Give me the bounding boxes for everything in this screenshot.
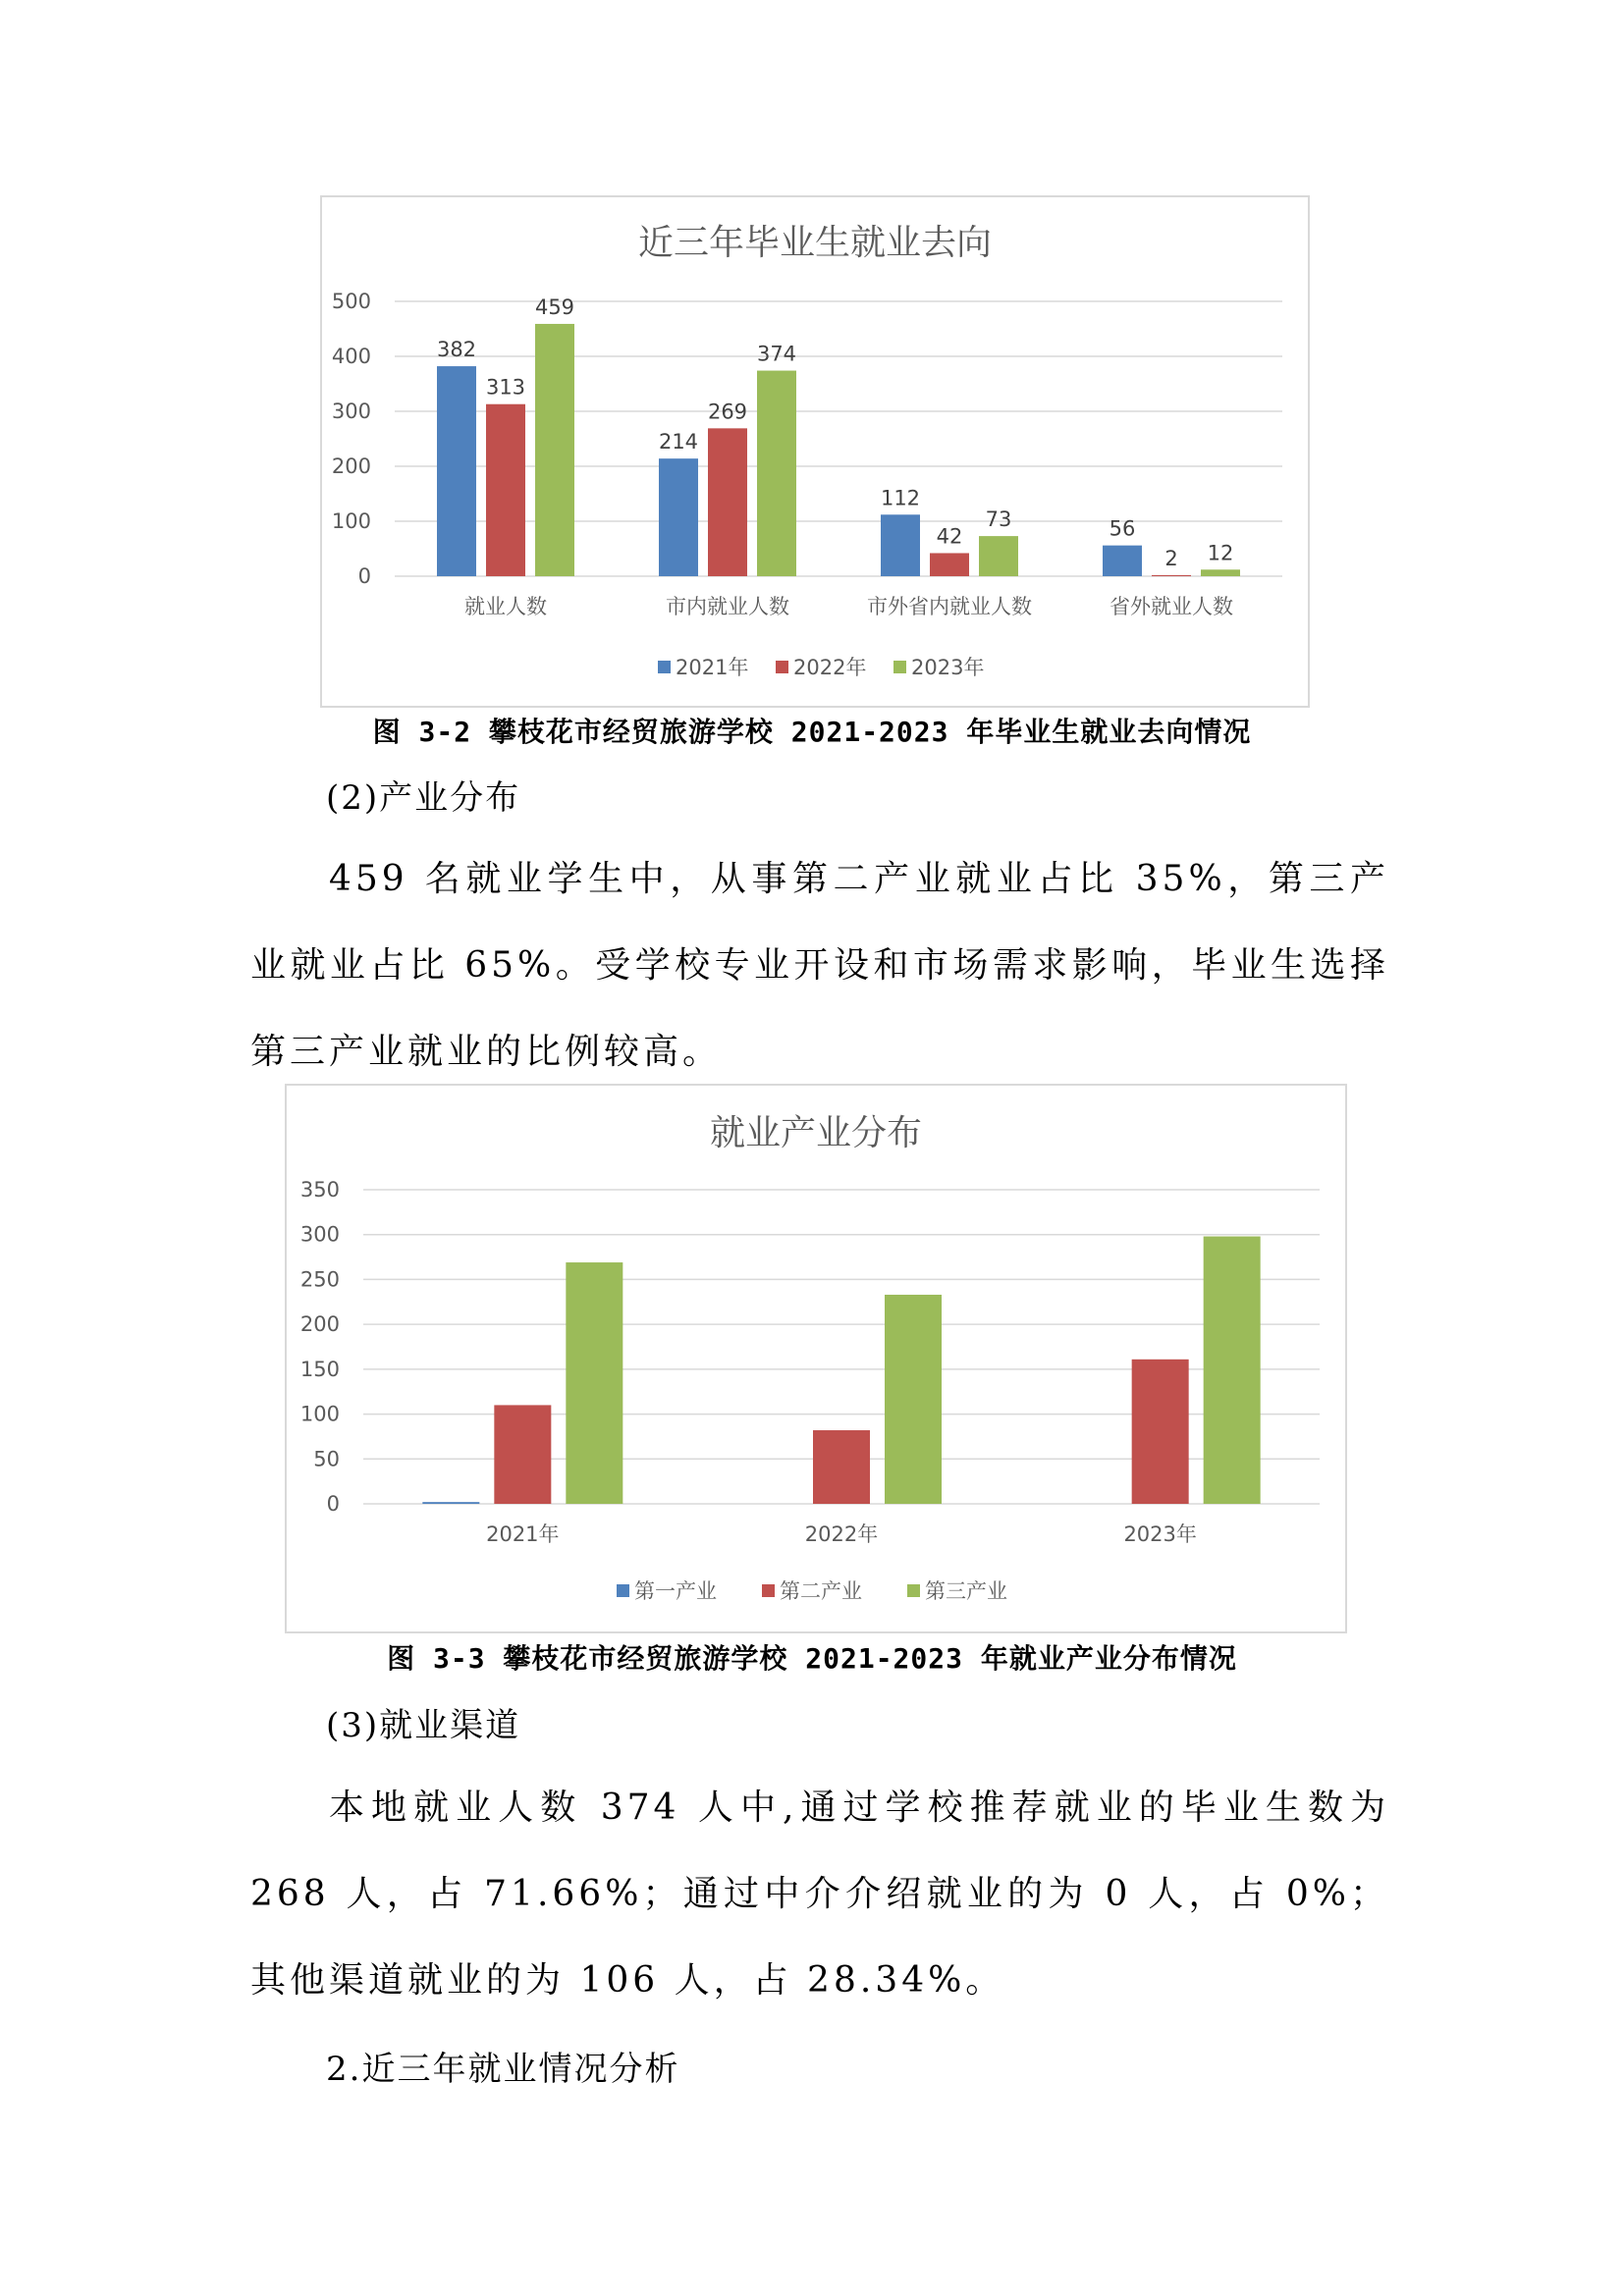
bar bbox=[1152, 575, 1191, 576]
bar bbox=[930, 553, 969, 576]
bar bbox=[885, 1295, 942, 1504]
legend-swatch bbox=[658, 661, 671, 673]
industry-paragraph: 459 名就业学生中，从事第二产业就业占比 35%，第三产业就业占比 65%。受学校专业开设和市场需求影响，毕业生选择第三产业就业的比例较高。 bbox=[250, 859, 1389, 1072]
employment-destination-chart bbox=[320, 195, 1310, 708]
bar bbox=[881, 514, 920, 576]
legend-swatch bbox=[907, 1584, 920, 1597]
bar bbox=[437, 366, 476, 576]
data-label: 2 bbox=[1164, 546, 1178, 570]
industry-distribution-chart bbox=[285, 1084, 1347, 1633]
y-tick-label: 0 bbox=[326, 1492, 340, 1516]
x-tick-label: 市内就业人数 bbox=[666, 595, 789, 618]
data-label: 459 bbox=[534, 294, 575, 319]
legend-label: 2021年 bbox=[676, 656, 749, 679]
section-heading-industry: (2)产业分布 bbox=[326, 778, 521, 818]
bar bbox=[494, 1405, 551, 1504]
bar bbox=[566, 1262, 623, 1504]
legend-swatch bbox=[617, 1584, 629, 1597]
y-tick-label: 200 bbox=[299, 1312, 340, 1337]
channel-paragraph: 本地就业人数 374 人中,通过学校推荐就业的毕业生数为 268 人，占 71.66%；通过中介介绍就业的为 0 人，占 0%；其他渠道就业的为 106 人，占 28.34%。 bbox=[250, 1788, 1389, 2001]
legend-label: 第一产业 bbox=[634, 1579, 717, 1603]
bar bbox=[1103, 546, 1142, 576]
data-label: 313 bbox=[485, 375, 526, 400]
data-label: 42 bbox=[936, 524, 963, 549]
legend-swatch bbox=[893, 661, 906, 673]
legend-label: 2023年 bbox=[911, 656, 985, 679]
y-tick-label: 300 bbox=[299, 1222, 340, 1247]
chart-title: 就业产业分布 bbox=[709, 1113, 923, 1153]
bar bbox=[422, 1502, 479, 1504]
y-tick-label: 0 bbox=[357, 564, 371, 588]
x-tick-label: 省外就业人数 bbox=[1110, 595, 1233, 618]
data-label: 214 bbox=[658, 430, 699, 454]
y-tick-label: 400 bbox=[331, 345, 371, 368]
bar bbox=[1132, 1360, 1189, 1504]
section-heading-analysis: 2.近三年就业情况分析 bbox=[326, 2050, 680, 2089]
legend-label: 2022年 bbox=[793, 656, 867, 679]
legend-label: 第三产业 bbox=[925, 1579, 1007, 1603]
bar bbox=[1204, 1237, 1261, 1504]
y-tick-label: 350 bbox=[299, 1178, 340, 1201]
bar bbox=[486, 404, 525, 576]
bar bbox=[535, 324, 574, 576]
legend-label: 第二产业 bbox=[780, 1579, 862, 1603]
y-tick-label: 300 bbox=[331, 400, 371, 423]
bar bbox=[757, 371, 796, 576]
data-label: 12 bbox=[1207, 541, 1234, 565]
legend-swatch bbox=[762, 1584, 775, 1597]
y-tick-label: 500 bbox=[331, 290, 371, 313]
chart-title: 近三年毕业生就业去向 bbox=[637, 223, 993, 263]
bar bbox=[813, 1430, 870, 1504]
data-label: 382 bbox=[436, 338, 477, 362]
y-tick-label: 100 bbox=[299, 1402, 340, 1426]
y-tick-label: 100 bbox=[331, 509, 371, 533]
employment-destination-chart-svg bbox=[322, 197, 1308, 706]
figure-caption-3-2: 图 3-2 攀枝花市经贸旅游学校 2021-2023 年毕业生就业去向情况 bbox=[372, 716, 1252, 748]
y-tick-label: 150 bbox=[299, 1357, 340, 1381]
bar bbox=[659, 458, 698, 576]
bar bbox=[979, 536, 1018, 576]
y-tick-label: 50 bbox=[313, 1447, 340, 1471]
y-tick-label: 250 bbox=[299, 1267, 340, 1292]
industry-distribution-chart-svg bbox=[287, 1086, 1345, 1631]
bar bbox=[1201, 569, 1240, 576]
y-tick-label: 200 bbox=[331, 454, 371, 478]
data-label: 112 bbox=[880, 486, 921, 510]
data-label: 269 bbox=[707, 400, 748, 424]
data-label: 374 bbox=[756, 342, 797, 366]
x-tick-label: 就业人数 bbox=[464, 595, 547, 618]
x-tick-label: 2022年 bbox=[804, 1522, 879, 1546]
bar bbox=[708, 428, 747, 576]
section-heading-channel: (3)就业渠道 bbox=[326, 1706, 521, 1745]
x-tick-label: 2021年 bbox=[486, 1522, 560, 1546]
data-label: 56 bbox=[1109, 516, 1136, 541]
x-tick-label: 市外省内就业人数 bbox=[867, 595, 1032, 618]
data-label: 73 bbox=[985, 507, 1012, 532]
figure-caption-3-3: 图 3-3 攀枝花市经贸旅游学校 2021-2023 年就业产业分布情况 bbox=[387, 1642, 1237, 1675]
x-tick-label: 2023年 bbox=[1123, 1522, 1197, 1546]
legend-swatch bbox=[776, 661, 788, 673]
